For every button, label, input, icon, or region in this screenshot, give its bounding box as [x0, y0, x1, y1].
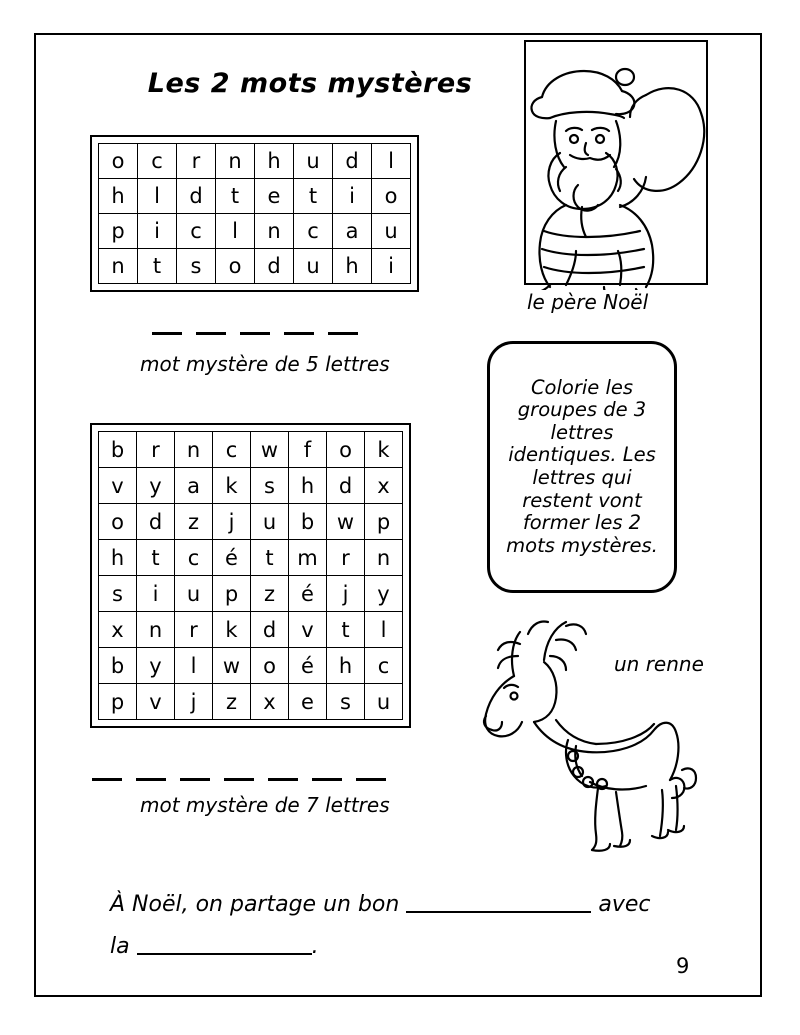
grid-cell[interactable]: s — [177, 249, 216, 284]
grid-cell[interactable]: o — [216, 249, 255, 284]
sentence-blank-1[interactable] — [406, 891, 591, 913]
answer-blank-dash[interactable] — [180, 778, 210, 781]
grid-row — [99, 214, 411, 249]
grid-cell[interactable]: z — [251, 576, 289, 612]
grid-cell[interactable]: s — [251, 468, 289, 504]
instructions-text: Colorie les groupes de 3 lettres identiques. Les lettres qui restent vont former les 2 mots mystères. — [506, 375, 658, 557]
grid-cell[interactable]: w — [213, 648, 251, 684]
grid-cell[interactable]: h — [333, 249, 372, 284]
grid-cell[interactable]: v — [289, 612, 327, 648]
grid-cell[interactable]: n — [99, 249, 138, 284]
grid-cell[interactable]: t — [137, 540, 175, 576]
sentence-part-3: la — [110, 933, 130, 959]
grid-cell[interactable]: d — [137, 504, 175, 540]
answer-blank-dash[interactable] — [328, 332, 358, 335]
grid-cell[interactable]: r — [177, 144, 216, 179]
grid-cell[interactable]: o — [327, 432, 365, 468]
grid-cell[interactable]: p — [213, 576, 251, 612]
grid-cell[interactable]: n — [216, 144, 255, 179]
grid-cell[interactable]: b — [99, 648, 137, 684]
grid-row — [99, 179, 411, 214]
grid-cell[interactable]: n — [255, 214, 294, 249]
grid-row — [99, 249, 411, 284]
grid-cell[interactable]: r — [327, 540, 365, 576]
grid-cell[interactable]: p — [99, 214, 138, 249]
grid-cell[interactable]: u — [175, 576, 213, 612]
answer-blank-dash[interactable] — [268, 778, 298, 781]
answer-blank-dash[interactable] — [136, 778, 166, 781]
grid-cell[interactable]: y — [365, 576, 403, 612]
grid-cell[interactable]: y — [137, 648, 175, 684]
grid-cell[interactable]: c — [365, 648, 403, 684]
grid-cell[interactable]: o — [99, 504, 137, 540]
grid-cell[interactable]: o — [99, 144, 138, 179]
letter-grid-1-frame — [90, 135, 419, 292]
grid-cell[interactable]: r — [175, 612, 213, 648]
answer-blank-dash[interactable] — [240, 332, 270, 335]
sentence-blank-2[interactable] — [137, 933, 312, 955]
grid-cell[interactable]: w — [251, 432, 289, 468]
santa-claus-illustration — [470, 35, 720, 290]
grid-cell[interactable]: v — [99, 468, 137, 504]
grid-cell[interactable]: z — [213, 684, 251, 720]
reindeer-illustration — [470, 600, 720, 855]
grid-cell[interactable]: b — [289, 504, 327, 540]
answer-blanks-1[interactable] — [152, 332, 358, 335]
grid-cell[interactable]: p — [365, 504, 403, 540]
grid-cell[interactable]: b — [99, 432, 137, 468]
grid-cell[interactable]: i — [372, 249, 411, 284]
grid-cell[interactable]: l — [216, 214, 255, 249]
grid-cell[interactable]: d — [251, 612, 289, 648]
grid-cell[interactable]: c — [294, 214, 333, 249]
grid-cell[interactable]: l — [372, 144, 411, 179]
grid-cell[interactable]: o — [372, 179, 411, 214]
grid-cell[interactable]: z — [175, 504, 213, 540]
grid-cell[interactable]: u — [372, 214, 411, 249]
grid-1-caption: mot mystère de 5 lettres — [140, 352, 390, 376]
grid-cell[interactable]: p — [99, 684, 137, 720]
grid-cell[interactable]: x — [365, 468, 403, 504]
santa-label: le père Noël — [527, 290, 649, 314]
grid-cell[interactable]: t — [138, 249, 177, 284]
grid-cell[interactable]: j — [327, 576, 365, 612]
reindeer-label: un renne — [614, 652, 704, 676]
grid-cell[interactable]: c — [213, 432, 251, 468]
grid-cell[interactable]: k — [365, 432, 403, 468]
grid-cell[interactable]: h — [99, 540, 137, 576]
page-title: Les 2 mots mystères — [147, 68, 473, 99]
grid-cell[interactable]: v — [137, 684, 175, 720]
grid-cell[interactable]: h — [255, 144, 294, 179]
grid-cell[interactable]: n — [175, 432, 213, 468]
grid-cell[interactable]: d — [327, 468, 365, 504]
grid-cell[interactable]: k — [213, 612, 251, 648]
grid-cell[interactable]: u — [365, 684, 403, 720]
page-number: 9 — [676, 954, 690, 978]
grid-cell[interactable]: j — [213, 504, 251, 540]
grid-cell[interactable]: t — [327, 612, 365, 648]
grid-cell[interactable]: l — [138, 179, 177, 214]
answer-blank-dash[interactable] — [284, 332, 314, 335]
answer-blank-dash[interactable] — [152, 332, 182, 335]
grid-cell[interactable]: w — [327, 504, 365, 540]
grid-row — [99, 576, 403, 612]
letter-grid-1[interactable] — [98, 143, 411, 284]
grid-cell[interactable]: n — [137, 612, 175, 648]
grid-cell[interactable]: é — [213, 540, 251, 576]
grid-cell[interactable]: h — [289, 468, 327, 504]
grid-cell[interactable]: t — [294, 179, 333, 214]
fill-in-sentence — [110, 884, 710, 968]
grid-row — [99, 648, 403, 684]
grid-row — [99, 612, 403, 648]
grid-cell[interactable]: d — [255, 249, 294, 284]
answer-blanks-2[interactable] — [92, 778, 386, 781]
grid-cell[interactable]: d — [333, 144, 372, 179]
grid-cell[interactable]: l — [175, 648, 213, 684]
answer-blank-dash[interactable] — [196, 332, 226, 335]
grid-cell[interactable]: s — [99, 576, 137, 612]
grid-cell[interactable]: e — [255, 179, 294, 214]
grid-cell[interactable]: n — [365, 540, 403, 576]
letter-grid-2-frame — [90, 423, 411, 728]
grid-row — [99, 684, 403, 720]
grid-cell[interactable]: j — [175, 684, 213, 720]
grid-cell[interactable]: t — [216, 179, 255, 214]
answer-blank-dash[interactable] — [92, 778, 122, 781]
grid-cell[interactable]: c — [175, 540, 213, 576]
grid-cell[interactable]: é — [289, 648, 327, 684]
answer-blank-dash[interactable] — [224, 778, 254, 781]
grid-row — [99, 432, 403, 468]
grid-cell[interactable]: y — [137, 468, 175, 504]
instructions-bubble — [487, 341, 677, 593]
grid-cell[interactable]: s — [327, 684, 365, 720]
grid-cell[interactable]: x — [251, 684, 289, 720]
sentence-part-1: À Noël, on partage un bon — [110, 892, 400, 917]
grid-row — [99, 144, 411, 179]
grid-cell[interactable]: h — [327, 648, 365, 684]
grid-cell[interactable]: é — [289, 576, 327, 612]
grid-cell[interactable]: i — [333, 179, 372, 214]
grid-2-caption: mot mystère de 7 lettres — [140, 793, 390, 817]
sentence-part-2: avec — [598, 892, 651, 917]
grid-cell[interactable]: i — [137, 576, 175, 612]
grid-cell[interactable]: t — [251, 540, 289, 576]
grid-row — [99, 540, 403, 576]
grid-cell[interactable]: c — [138, 144, 177, 179]
grid-cell[interactable]: u — [294, 249, 333, 284]
grid-cell[interactable]: x — [99, 612, 137, 648]
grid-cell[interactable]: r — [137, 432, 175, 468]
grid-cell[interactable]: u — [251, 504, 289, 540]
grid-cell[interactable]: m — [289, 540, 327, 576]
grid-cell[interactable]: e — [289, 684, 327, 720]
grid-cell[interactable]: h — [99, 179, 138, 214]
grid-cell[interactable]: d — [177, 179, 216, 214]
grid-row — [99, 468, 403, 504]
grid-cell[interactable]: l — [365, 612, 403, 648]
grid-cell[interactable]: c — [177, 214, 216, 249]
answer-blank-dash[interactable] — [312, 778, 342, 781]
grid-row — [99, 504, 403, 540]
grid-cell[interactable]: o — [251, 648, 289, 684]
grid-cell[interactable]: u — [294, 144, 333, 179]
grid-cell[interactable]: a — [333, 214, 372, 249]
grid-cell[interactable]: k — [213, 468, 251, 504]
grid-cell[interactable]: i — [138, 214, 177, 249]
grid-cell[interactable]: a — [175, 468, 213, 504]
sentence-part-4: . — [311, 933, 319, 959]
answer-blank-dash[interactable] — [356, 778, 386, 781]
grid-cell[interactable]: f — [289, 432, 327, 468]
letter-grid-2[interactable] — [98, 431, 403, 720]
